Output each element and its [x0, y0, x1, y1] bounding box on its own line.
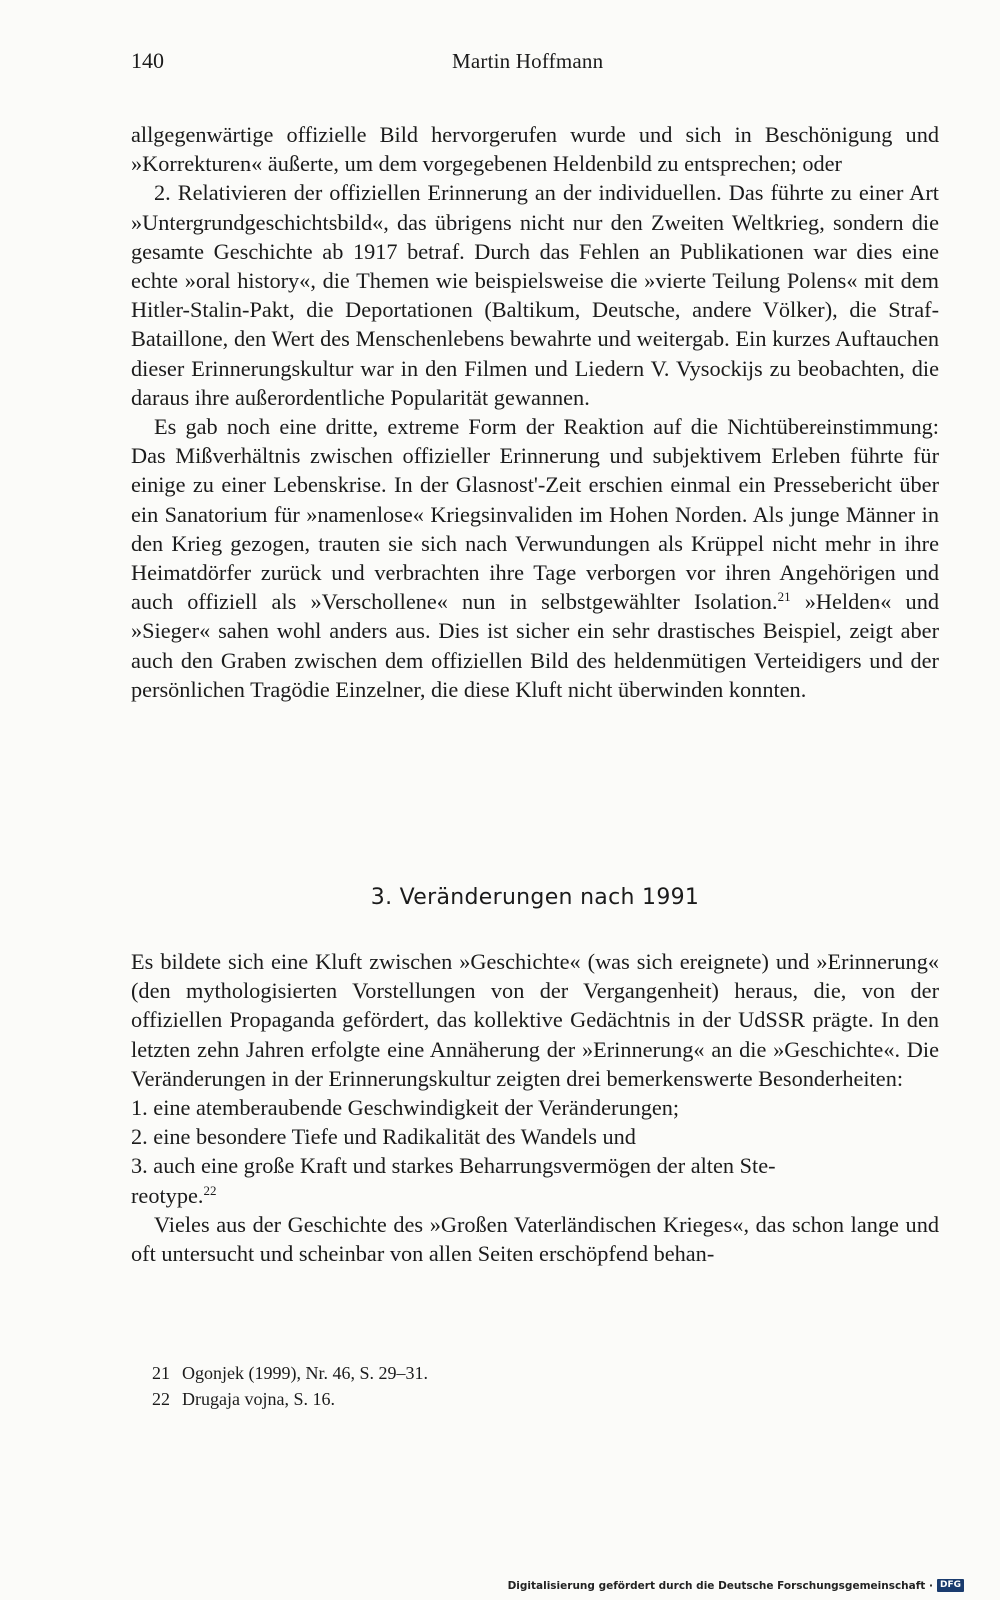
footnote-number: 21 — [152, 1363, 170, 1383]
section-heading: 3. Veränderungen nach 1991 — [370, 885, 700, 910]
paragraph-text: Es gab noch eine dritte, extreme Form der Reaktion auf die Nichtübereinstimmung: Das Mißverhältnis zwischen offizieller Erinnerung und subjektivem Erleben führte für einige zu einer Lebenskrise. In der Glasnost'-Zeit erschien einmal ein Pressebericht über ein Sanatorium für »namenlose« Kriegsinvaliden im Hohen Norden. Als junge Männer in den Krieg gezogen, trauten sie sich nach Verwundungen als Krüppel nicht mehr in ihre Heimatdörfer zurück und verbrachten ihre Tage verborgen vor ihren Angehörigen und auch offiziell als »Verschollene« nun in selbstgewählter Isolation. — [131, 414, 939, 615]
list-item-1: 1. eine atemberaubende Geschwindigkeit der Veränderungen; — [131, 1095, 680, 1121]
footnote-text: Ogonjek (1999), Nr. 46, S. 29–31. — [182, 1363, 428, 1383]
footnote — [152, 1386, 428, 1412]
list-item-3-continued — [131, 1181, 939, 1210]
footnotes — [152, 1360, 428, 1412]
list-item-2: 2. Relativieren der offiziellen Erinnerung an der individuellen. Das führte zu einer Art »Untergrundgeschichtsbild«, das übrigens nicht nur den Zweiten Weltkrieg, sondern die gesamte Geschichte ab 1917 betraf. Durch das Fehlen an Publikationen war dies eine echte »oral history«, die Themen wie beispielsweise die »vierte Teilung Polens« mit dem Hitler-Stalin-Pakt, die Deportationen (Baltikum, Deutsche, andere Völker), die Straf-Bataillone, den Wert des Menschenlebens bewahrte und weitergab. Ein kurzes Auftauchen dieser Erinnerungskultur war in den Filmen und Liedern V. Vysockijs zu beobachten, die daraus ihre außerordentliche Popularität gewannen. — [131, 180, 939, 410]
list-item-2: 2. eine besondere Tiefe und Radikalität des Wandels und — [131, 1124, 636, 1150]
paragraph-text: »Helden« und »Sieger« sahen wohl anders aus. Dies ist sicher ein sehr drastisches Beispiel, zeigt aber auch den Graben zwischen dem offiziellen Bild des heldenmütigen Verteidigers und der persönlichen Tragödie Einzelner, die diese Kluft nicht überwinden konnten. — [131, 589, 939, 702]
running-header-author: Martin Hoffmann — [452, 49, 604, 73]
footnote-text: Drugaja vojna, S. 16. — [182, 1389, 335, 1409]
footnote-number: 22 — [152, 1389, 170, 1409]
paragraph — [131, 412, 939, 704]
dfg-logo-icon: DFG — [937, 1579, 964, 1592]
credit-text: Digitalisierung gefördert durch die Deutsche Forschungsgemeinschaft · — [507, 1579, 933, 1592]
paragraph: Es bildete sich eine Kluft zwischen »Geschichte« (was sich ereignete) und »Erinnerung« (den mythologisierten Vorstellungen von der Vergangenheit) heraus, die, von der offiziellen Propaganda gefördert, das kollektive Gedächtnis in der UdSSR prägte. In den letzten zehn Jahren erfolgte eine Annäherung der »Erinnerung« an die »Geschichte«. Die Veränderungen in der Erinnerungskultur zeigten drei bemerkenswerte Besonderheiten: — [131, 949, 939, 1091]
digitization-credit — [508, 1579, 964, 1592]
list-item-3: 3. auch eine große Kraft und starkes Beharrungsvermögen der alten Ste- — [131, 1153, 776, 1179]
body-text-section-3 — [131, 947, 939, 1268]
footnote-ref-21[interactable]: 21 — [777, 589, 791, 605]
body-text — [131, 120, 939, 704]
footnote-ref-22[interactable]: 22 — [203, 1182, 217, 1198]
footnote — [152, 1360, 428, 1386]
paragraph: Vieles aus der Geschichte des »Großen Vaterländischen Krieges«, das schon lange und oft untersucht und scheinbar von allen Seiten erschöpfend behan- — [131, 1211, 939, 1267]
paragraph: allgegenwärtige offizielle Bild hervorgerufen wurde und sich in Beschönigung und »Korrekturen« äußerte, um dem vorgegebenen Heldenbild zu entsprechen; oder — [131, 122, 939, 177]
paragraph-text: reotype. — [131, 1182, 204, 1208]
page-number: 140 — [131, 48, 164, 73]
